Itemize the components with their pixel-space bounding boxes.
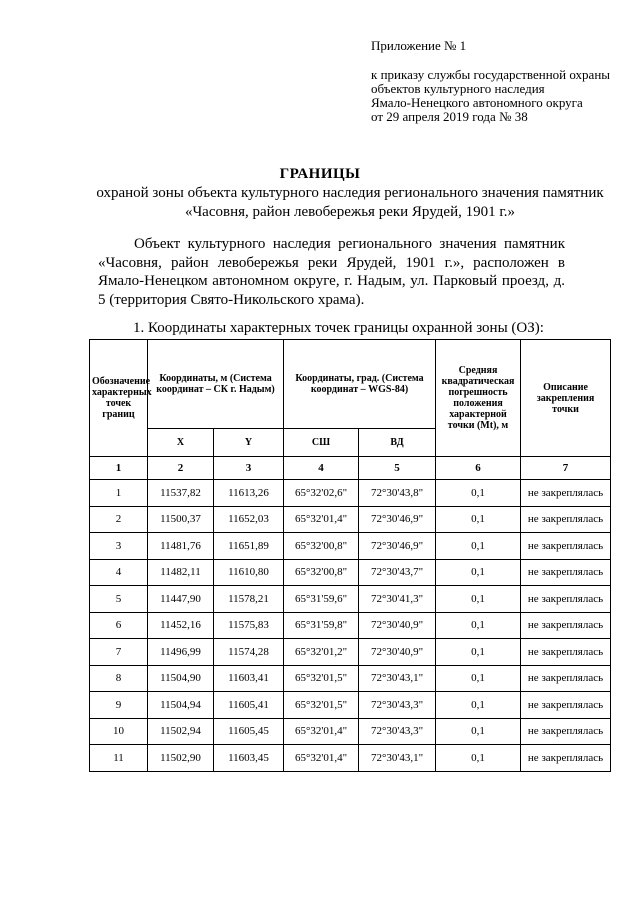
table-cell: 72°30'40,9": [359, 639, 436, 666]
table-cell: 0,1: [436, 718, 521, 745]
table-cell: 11575,83: [214, 612, 284, 639]
table-row: [90, 480, 611, 507]
header-point: Обозначение характерных точек границ: [90, 340, 148, 457]
table-cell: 0,1: [436, 559, 521, 586]
table-cell: 11613,26: [214, 480, 284, 507]
appendix-label: Приложение № 1: [371, 38, 467, 53]
table-cell: 4: [90, 559, 148, 586]
section-heading: 1. Координаты характерных точек границы охранной зоны (ОЗ):: [133, 320, 544, 336]
table-cell: 0,1: [436, 480, 521, 507]
column-number: 1: [90, 457, 148, 480]
table-cell: не закреплялась: [521, 506, 611, 533]
order-line: объектов культурного наследия: [371, 81, 545, 96]
table-cell: 0,1: [436, 506, 521, 533]
table-cell: 11452,16: [148, 612, 214, 639]
header-lon: ВД: [359, 429, 436, 457]
order-reference: [371, 68, 610, 124]
header-coords-deg: Координаты, град. (Система координат – WGS-84): [284, 340, 436, 429]
table-cell: 65°32'00,8": [284, 533, 359, 560]
column-number-row: [90, 457, 611, 480]
table-cell: 11481,76: [148, 533, 214, 560]
table-cell: 11500,37: [148, 506, 214, 533]
coordinates-table: [89, 339, 611, 772]
table-cell: не закреплялась: [521, 533, 611, 560]
table-cell: 10: [90, 718, 148, 745]
table-cell: 65°32'00,8": [284, 559, 359, 586]
table-cell: 0,1: [436, 665, 521, 692]
table-cell: 0,1: [436, 586, 521, 613]
table-cell: 11603,41: [214, 665, 284, 692]
subtitle-line: охраной зоны объекта культурного наследия регионального значения памятник: [96, 185, 604, 201]
table-cell: не закреплялась: [521, 586, 611, 613]
column-number: 2: [148, 457, 214, 480]
table-cell: не закреплялась: [521, 639, 611, 666]
table-cell: 11502,94: [148, 718, 214, 745]
header-coords-m: Координаты, м (Система координат – СК г. Надым): [148, 340, 284, 429]
table-cell: 65°31'59,6": [284, 586, 359, 613]
table-cell: 6: [90, 612, 148, 639]
subtitle-line: «Часовня, район левобережья реки Ярудей, 1901 г.»: [184, 204, 516, 220]
table-cell: 1: [90, 480, 148, 507]
table-cell: 11651,89: [214, 533, 284, 560]
table-cell: 72°30'43,1": [359, 745, 436, 772]
table-cell: 11496,99: [148, 639, 214, 666]
order-line: Ямало-Ненецкого автономного округа: [371, 95, 583, 110]
column-number: 4: [284, 457, 359, 480]
table-cell: 65°32'02,6": [284, 480, 359, 507]
document-subtitle: [60, 184, 640, 222]
table-cell: 3: [90, 533, 148, 560]
table-cell: 7: [90, 639, 148, 666]
table-cell: 65°32'01,4": [284, 506, 359, 533]
table-row: [90, 586, 611, 613]
table-cell: 0,1: [436, 692, 521, 719]
table-cell: 72°30'43,3": [359, 692, 436, 719]
table-row: [90, 612, 611, 639]
table-cell: 0,1: [436, 533, 521, 560]
table-cell: 11504,90: [148, 665, 214, 692]
table-cell: 9: [90, 692, 148, 719]
document-title: ГРАНИЦЫ: [279, 166, 361, 182]
table-cell: не закреплялась: [521, 718, 611, 745]
table-cell: 5: [90, 586, 148, 613]
table-cell: не закреплялась: [521, 559, 611, 586]
header-description: Описание закрепления точки: [521, 340, 611, 457]
table-cell: 72°30'43,8": [359, 480, 436, 507]
table-cell: не закреплялась: [521, 480, 611, 507]
table-cell: 0,1: [436, 612, 521, 639]
table-cell: 11603,45: [214, 745, 284, 772]
order-line: от 29 апреля 2019 года № 38: [371, 109, 528, 124]
table-cell: 72°30'43,7": [359, 559, 436, 586]
column-number: 6: [436, 457, 521, 480]
table-cell: 65°31'59,8": [284, 612, 359, 639]
table-cell: 11482,11: [148, 559, 214, 586]
table-row: [90, 639, 611, 666]
table-cell: 11605,41: [214, 692, 284, 719]
table-cell: 65°32'01,5": [284, 665, 359, 692]
table-cell: 0,1: [436, 639, 521, 666]
table-cell: 11537,82: [148, 480, 214, 507]
table-cell: 11: [90, 745, 148, 772]
table-cell: не закреплялась: [521, 692, 611, 719]
column-number: 5: [359, 457, 436, 480]
table-cell: 65°32'01,4": [284, 745, 359, 772]
header-y: Y: [214, 429, 284, 457]
table-cell: 11504,94: [148, 692, 214, 719]
table-cell: 72°30'41,3": [359, 586, 436, 613]
table-cell: 11502,90: [148, 745, 214, 772]
table-cell: не закреплялась: [521, 665, 611, 692]
table-cell: 72°30'43,3": [359, 718, 436, 745]
column-number: 3: [214, 457, 284, 480]
table-cell: 65°32'01,2": [284, 639, 359, 666]
column-number: 7: [521, 457, 611, 480]
table-cell: 72°30'46,9": [359, 533, 436, 560]
table-cell: 11605,45: [214, 718, 284, 745]
table-cell: 11447,90: [148, 586, 214, 613]
table-cell: 72°30'46,9": [359, 506, 436, 533]
table-cell: 0,1: [436, 745, 521, 772]
table-cell: 11652,03: [214, 506, 284, 533]
order-line: к приказу службы государственной охраны: [371, 67, 611, 82]
header-lat: СШ: [284, 429, 359, 457]
table-row: [90, 665, 611, 692]
table-row: [90, 559, 611, 586]
table-cell: 8: [90, 665, 148, 692]
table-cell: 11574,28: [214, 639, 284, 666]
table-cell: 65°32'01,4": [284, 718, 359, 745]
table-cell: 65°32'01,5": [284, 692, 359, 719]
table-cell: 72°30'40,9": [359, 612, 436, 639]
table-row: [90, 692, 611, 719]
table-cell: не закреплялась: [521, 612, 611, 639]
table-cell: 2: [90, 506, 148, 533]
object-description: Объект культурного наследия регионального значения памятник «Часовня, район левобережья реки Ярудей, 1901 г.», расположен в Ямало-Ненецком автономном округе, г. Надым, ул. Парковый проезд, д. 5 (территория Свято-Никольского храма).: [98, 236, 565, 308]
table-row: [90, 506, 611, 533]
table-cell: не закреплялась: [521, 745, 611, 772]
table-cell: 11610,80: [214, 559, 284, 586]
table-cell: 11578,21: [214, 586, 284, 613]
table-row: [90, 745, 611, 772]
table-row: [90, 718, 611, 745]
table-row: [90, 533, 611, 560]
header-error: Средняя квадратическая погрешность положения характерной точки (Mt), м: [436, 340, 521, 457]
header-x: X: [148, 429, 214, 457]
table-cell: 72°30'43,1": [359, 665, 436, 692]
